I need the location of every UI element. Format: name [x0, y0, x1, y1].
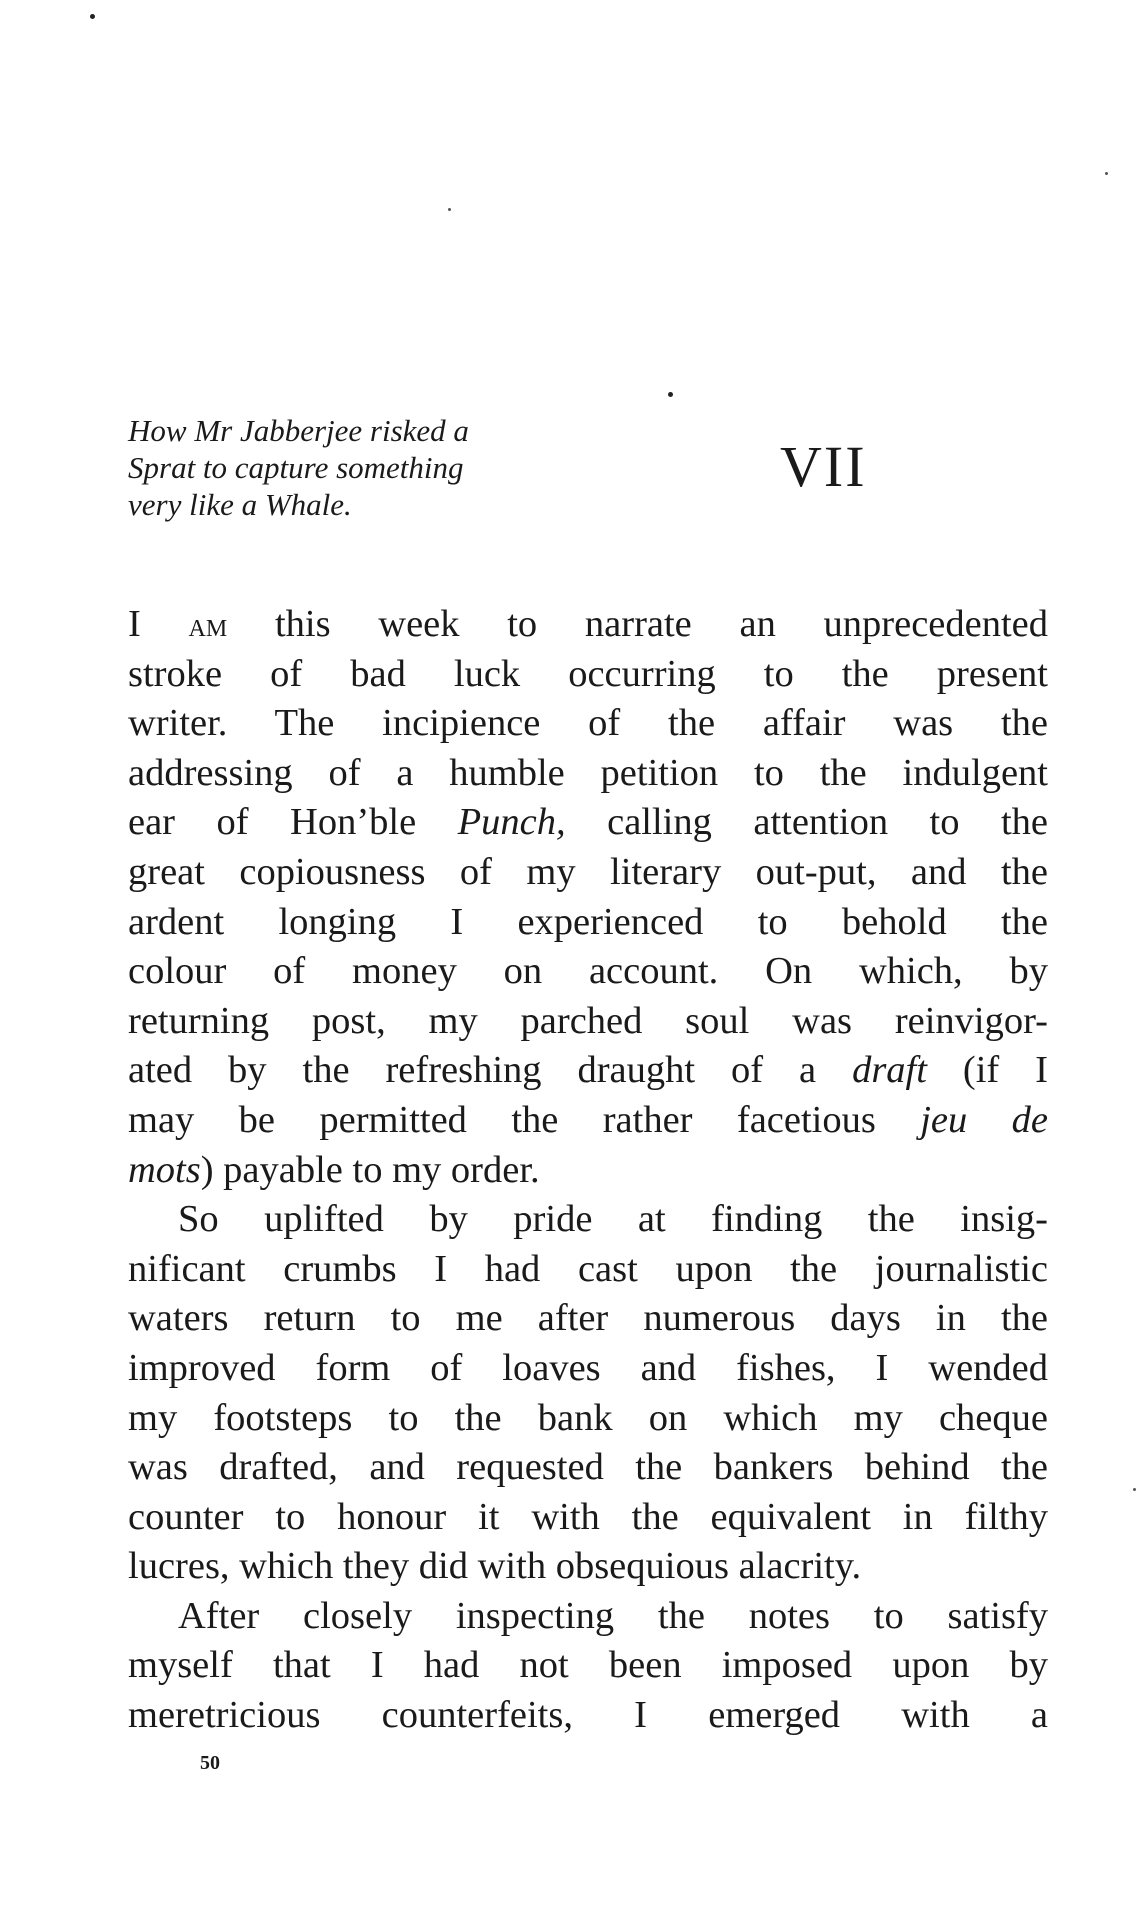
text-line: great copiousness of my literary out-put, and the — [128, 850, 1048, 893]
text-line: stroke of bad luck occurring to the present — [128, 652, 1048, 695]
print-speck — [448, 208, 451, 211]
text-line: waters return to me after numerous days in the — [128, 1297, 1048, 1340]
text-line: lucres, which they did with obsequious alacrity. — [128, 1545, 862, 1588]
side-note-line: very like a Whale. — [128, 487, 352, 522]
side-note-line: How Mr Jabberjee risked a — [128, 413, 469, 448]
chapter-side-note — [128, 412, 628, 523]
print-speck — [1133, 1488, 1136, 1491]
side-note-line: Sprat to capture something — [128, 450, 464, 485]
text-line: counter to honour it with the equivalent in filthy — [128, 1495, 1048, 1538]
text-line: ear of Hon’ble Punch, calling attention to the — [128, 801, 1048, 844]
print-speck — [668, 392, 673, 397]
text-line: So uplifted by pride at finding the insig- — [178, 1198, 1048, 1241]
chapter-numeral: VII — [780, 434, 867, 499]
page-number: 50 — [200, 1752, 220, 1774]
text-line: ardent longing I experienced to behold the — [128, 900, 1048, 943]
text-line: ated by the refreshing draught of a draft (if I — [128, 1049, 1048, 1092]
text-line: returning post, my parched soul was reinvigor- — [128, 999, 1048, 1042]
text-line: nificant crumbs I had cast upon the journalistic — [128, 1247, 1048, 1290]
text-line: After closely inspecting the notes to satisfy — [178, 1594, 1048, 1637]
chapter-body — [128, 600, 1048, 1741]
text-line: may be permitted the rather facetious jeu de — [128, 1098, 1048, 1141]
text-line: myself that I had not been imposed upon by — [128, 1644, 1048, 1687]
text-line: mots) payable to my order. — [128, 1148, 540, 1191]
print-speck — [90, 14, 95, 19]
text-line: was drafted, and requested the bankers behind the — [128, 1446, 1048, 1489]
text-line: my footsteps to the bank on which my cheque — [128, 1396, 1048, 1439]
text-line: addressing of a humble petition to the indulgent — [128, 751, 1048, 794]
text-line: writer. The incipience of the affair was the — [128, 702, 1048, 745]
text-line: improved form of loaves and fishes, I wended — [128, 1346, 1048, 1389]
text-line: I am this week to narrate an unprecedented — [128, 603, 1048, 645]
print-speck — [1105, 172, 1108, 175]
text-line: meretricious counterfeits, I emerged with a — [128, 1694, 1048, 1737]
text-line: colour of money on account. On which, by — [128, 950, 1048, 993]
